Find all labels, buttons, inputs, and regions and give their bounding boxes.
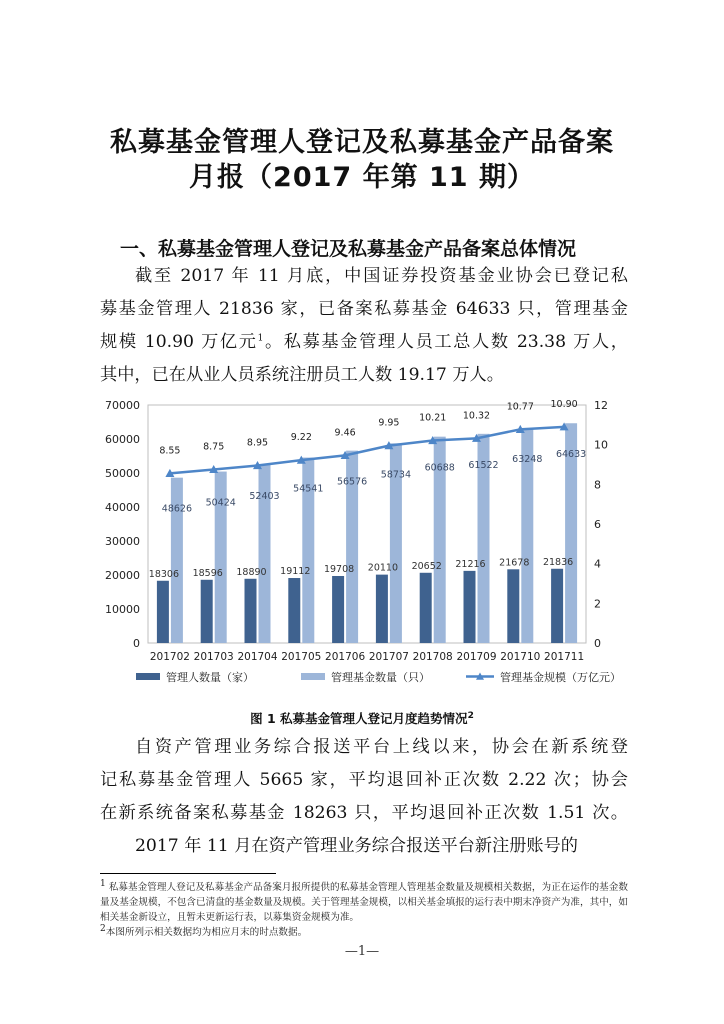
y-right-tick-label: 10 <box>594 438 608 452</box>
trend-chart-svg <box>96 393 636 698</box>
data-label-fund-count: 56576 <box>336 476 368 488</box>
section-heading: 一、私募基金管理人登记及私募基金产品备案总体情况 <box>120 238 577 260</box>
x-tick-label: 201711 <box>544 651 585 663</box>
footnote-1 <box>100 880 628 925</box>
data-label-fund-count: 61522 <box>468 459 499 471</box>
data-label-fund-count: 52403 <box>249 490 280 502</box>
data-label-manager-count: 18890 <box>236 566 267 578</box>
data-label-fund-count: 48626 <box>161 503 193 515</box>
data-label-manager-count: 21836 <box>542 556 574 568</box>
bar-manager-count <box>551 569 563 643</box>
paragraph-line: 在新系统备案私募基金 18263 只，平均退回补正次数 1.51 次。 <box>100 803 628 823</box>
y-left-tick-label: 60000 <box>105 433 140 446</box>
x-tick-label: 201704 <box>237 651 278 663</box>
page-number: —1— <box>344 944 380 959</box>
data-label-fund-scale: 8.95 <box>246 437 269 449</box>
legend-swatch <box>301 673 325 680</box>
bar-manager-count <box>288 578 300 643</box>
data-label-fund-count: 60688 <box>424 462 455 474</box>
data-label-fund-scale: 10.90 <box>550 398 578 410</box>
figure-caption <box>0 709 724 727</box>
footnote-text: 本图所列示相关数据均为相应月末的时点数据。 <box>105 927 308 938</box>
y-left-tick-label: 50000 <box>105 467 140 480</box>
paragraph-platform <box>100 731 628 863</box>
legend-label: 管理基金数量（只） <box>331 671 430 684</box>
data-label-fund-scale: 9.22 <box>290 432 312 444</box>
data-label-manager-count: 19112 <box>280 566 311 578</box>
footnote-text: 私募基金管理人登记及私募基金产品备案月报所提供的私募基金管理人管理基金数量及规模相关数据，为正在运作的基金数量及基金规模，不包含已清盘的基金数量及规模。关于管理基金规模，以相关基金填报的运行表中期末净资产为准，其中，如相关基金新设立，且暂未更新运行表，以募集资金规模为准。 <box>100 882 628 923</box>
x-tick-label: 201703 <box>193 651 234 663</box>
y-right-tick-label: 0 <box>594 637 601 650</box>
y-right-tick-label: 6 <box>594 518 601 531</box>
data-label-manager-count: 20110 <box>367 562 399 574</box>
data-label-fund-count: 54541 <box>293 483 324 495</box>
x-tick-label: 201705 <box>281 651 322 663</box>
report-title-line1: 私募基金管理人登记及私募基金产品备案 <box>110 127 614 158</box>
data-label-fund-scale: 10.32 <box>462 410 491 422</box>
footnote-ref-1[interactable]: 1 <box>257 333 264 344</box>
bar-fund-count <box>171 478 183 643</box>
data-label-fund-scale: 9.46 <box>334 427 356 439</box>
legend-label: 管理人数量（家） <box>166 671 254 684</box>
paragraph-line <box>100 326 628 359</box>
data-label-fund-count: 63248 <box>512 453 543 465</box>
y-right-tick-label: 2 <box>594 597 601 611</box>
x-tick-label: 201708 <box>412 651 453 663</box>
paragraph-summary <box>100 260 628 392</box>
paragraph-text: 规模 10.90 万亿元 <box>100 332 258 352</box>
data-label-fund-scale: 8.55 <box>159 445 181 457</box>
data-label-fund-scale: 8.75 <box>203 441 225 453</box>
footnote-2 <box>100 925 628 940</box>
data-label-fund-scale: 10.77 <box>506 401 534 413</box>
x-tick-label: 201702 <box>149 651 190 663</box>
paragraph-line: 募基金管理人 21836 家，已备案私募基金 64633 只，管理基金 <box>100 299 628 319</box>
data-label-fund-count: 64633 <box>555 449 587 461</box>
y-left-tick-label: 10000 <box>105 603 140 616</box>
y-right-tick-label: 12 <box>594 399 608 412</box>
data-label-fund-count: 58734 <box>380 469 412 481</box>
footnote-mark: 1 <box>100 878 106 889</box>
figure-caption-text: 图 1 私募基金管理人登记月度趋势情况 <box>250 711 468 726</box>
x-tick-label: 201710 <box>500 651 541 663</box>
bar-manager-count <box>245 579 257 643</box>
x-tick-label: 201707 <box>368 651 409 663</box>
footnote-ref-2[interactable]: 2 <box>467 710 474 721</box>
bar-manager-count <box>332 576 344 643</box>
bar-manager-count <box>201 580 213 643</box>
y-right-tick-label: 8 <box>594 478 601 492</box>
paragraph-line: 2017 年 11 月在资产管理业务综合报送平台新注册账号的 <box>135 836 578 856</box>
paragraph-line: 记私募基金管理人 5665 家，平均退回补正次数 2.22 次；协会 <box>100 770 628 790</box>
data-label-fund-count: 50424 <box>205 497 236 509</box>
data-label-manager-count: 18596 <box>192 567 223 579</box>
footnote-mark: 2 <box>100 923 106 934</box>
paragraph-line: 其中，已在从业人员系统注册员工人数 19.17 万人。 <box>100 365 504 385</box>
bar-manager-count <box>464 571 476 643</box>
data-label-manager-count: 21678 <box>499 557 530 569</box>
y-left-tick-label: 30000 <box>105 535 140 548</box>
trend-chart <box>96 393 636 698</box>
data-label-fund-scale: 10.21 <box>419 412 447 424</box>
legend-swatch <box>136 673 160 680</box>
paragraph-text: 。私募基金管理人员工总人数 23.38 万人， <box>263 332 628 352</box>
y-left-tick-label: 20000 <box>105 569 140 582</box>
data-label-manager-count: 18306 <box>148 568 180 580</box>
paragraph-line: 截至 2017 年 11 月底，中国证券投资基金业协会已登记私 <box>135 266 628 286</box>
x-tick-label: 201709 <box>456 651 497 663</box>
line-fund-scale <box>170 427 564 474</box>
y-right-tick-label: 4 <box>594 557 601 571</box>
data-label-manager-count: 19708 <box>323 563 355 575</box>
paragraph-line: 自资产管理业务综合报送平台上线以来，协会在新系统登 <box>135 737 628 757</box>
data-label-manager-count: 20652 <box>411 560 442 572</box>
bar-manager-count <box>376 575 388 643</box>
y-left-tick-label: 40000 <box>105 501 140 514</box>
y-left-tick-label: 70000 <box>105 399 140 412</box>
bar-manager-count <box>507 569 519 643</box>
data-label-fund-scale: 9.95 <box>378 417 400 429</box>
bar-manager-count <box>420 573 432 643</box>
y-left-tick-label: 0 <box>133 637 140 650</box>
bar-manager-count <box>157 581 169 643</box>
x-tick-label: 201706 <box>325 651 366 663</box>
report-title-line2: 月报（2017 年第 11 期） <box>189 162 535 193</box>
footnote-divider <box>100 873 276 874</box>
data-label-manager-count: 21216 <box>455 558 486 570</box>
legend-label: 管理基金规模（万亿元） <box>500 671 621 684</box>
footnotes <box>100 880 628 940</box>
